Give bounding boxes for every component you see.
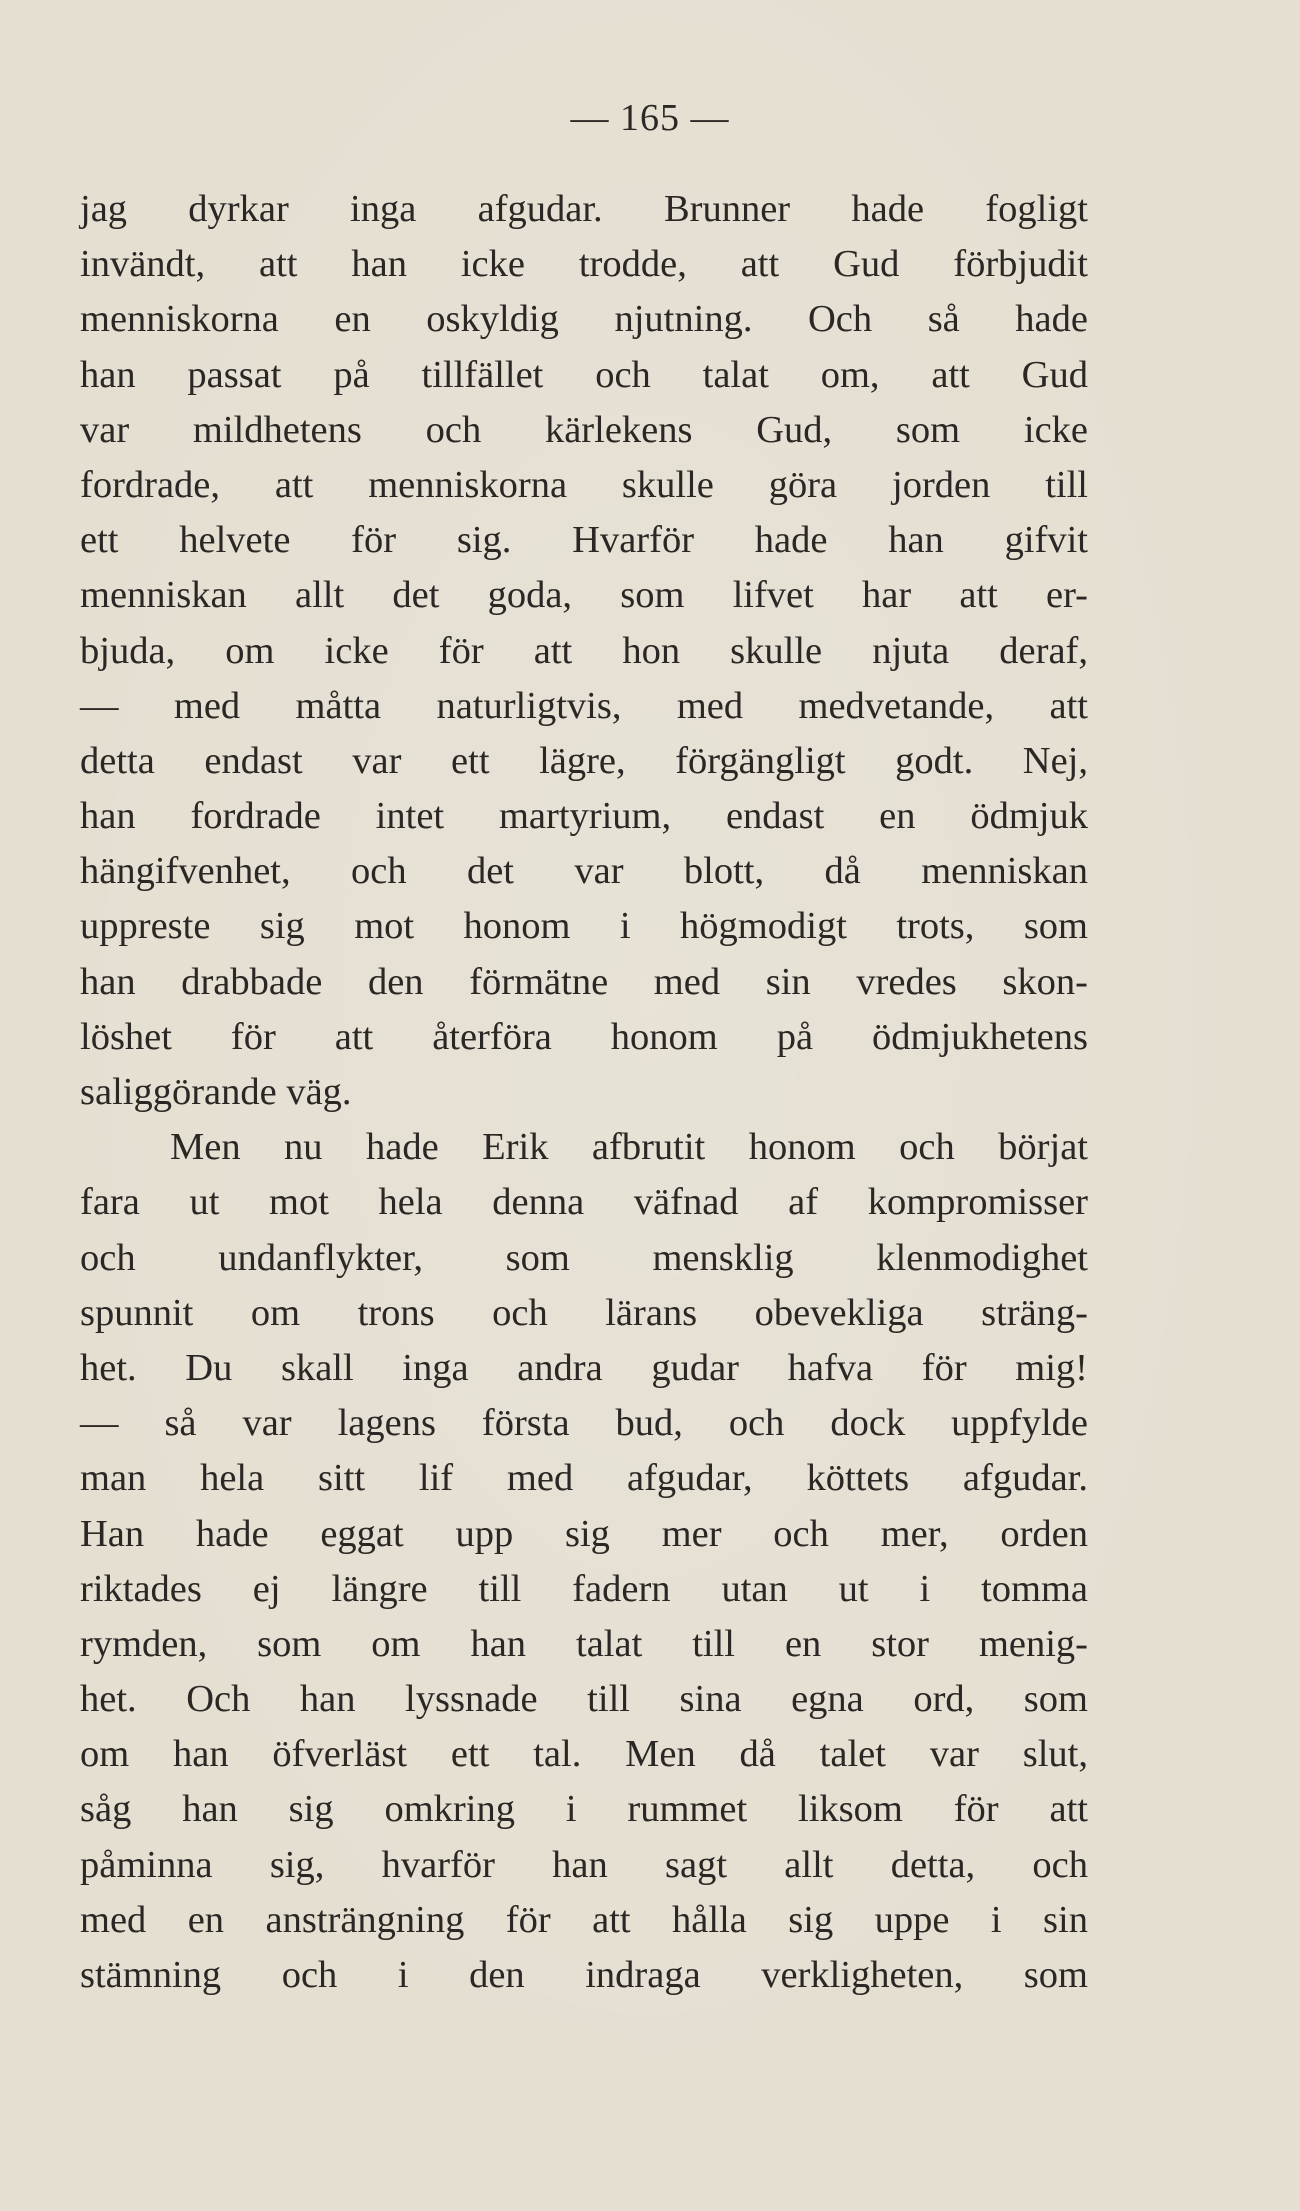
text-line: var mildhetens och kärlekens Gud, som icke [80,408,1088,451]
text-line: het. Du skall inga andra gudar hafva för mig! [80,1346,1088,1389]
body-text [80,182,1088,2003]
text-line: man hela sitt lif med afgudar, köttets afgudar. [80,1457,1088,1500]
text-line: såg han sig omkring i rummet liksom för att [80,1788,1088,1831]
text-line: löshet för att återföra honom på ödmjukhetens [80,1015,1088,1058]
text-line: rymden, som om han talat till en stor menig- [80,1622,1088,1665]
text-line: stämning och i den indraga verkligheten, som [80,1954,1088,1996]
text-line: han fordrade intet martyrium, endast en ödmjuk [80,795,1088,838]
text-line: fordrade, att menniskorna skulle göra jorden till [80,463,1088,506]
text-line: bjuda, om icke för att hon skulle njuta deraf, [80,629,1088,672]
text-line: om han öfverläst ett tal. Men då talet var slut, [80,1733,1088,1776]
text-line: spunnit om trons och lärans obevekliga sträng- [80,1291,1088,1334]
text-line: ett helvete för sig. Hvarför hade han gifvit [80,519,1088,562]
text-line: invändt, att han icke trodde, att Gud förbjudit [80,243,1088,286]
text-line: menniskorna en oskyldig njutning. Och så hade [80,298,1088,341]
text-line: fara ut mot hela denna väfnad af kompromisser [80,1181,1088,1224]
text-line: saliggörande väg. [80,1071,352,1113]
page-number: — 165 — [570,97,730,139]
text-line: Men nu hade Erik afbrutit honom och börjat [170,1126,1088,1169]
text-line: jag dyrkar inga afgudar. Brunner hade fogligt [80,188,1088,230]
text-line: het. Och han lyssnade till sina egna ord, som [80,1678,1088,1721]
text-line: och undanflykter, som mensklig klenmodighet [80,1236,1088,1279]
text-line: Han hade eggat upp sig mer och mer, orden [80,1512,1088,1555]
text-line: hängifvenhet, och det var blott, då menniskan [80,850,1088,893]
text-line: han passat på tillfället och talat om, att Gud [80,353,1088,396]
text-line: påminna sig, hvarför han sagt allt detta, och [80,1843,1088,1886]
text-line: med en ansträngning för att hålla sig uppe i sin [80,1898,1088,1941]
text-line: menniskan allt det goda, som lifvet har att er- [80,574,1088,617]
text-line: uppreste sig mot honom i högmodigt trots, som [80,905,1088,948]
text-line: riktades ej längre till fadern utan ut i tomma [80,1567,1088,1610]
text-line: — så var lagens första bud, och dock uppfylde [80,1402,1088,1445]
text-line: detta endast var ett lägre, förgängligt godt. Nej, [80,739,1088,782]
text-line: han drabbade den förmätne med sin vredes skon- [80,960,1088,1003]
text-line: — med måtta naturligtvis, med medvetande, att [80,684,1088,727]
